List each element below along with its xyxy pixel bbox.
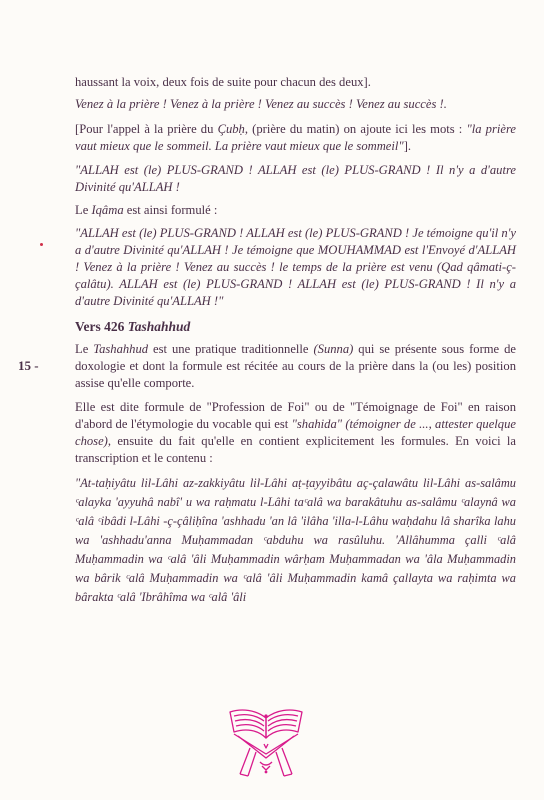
paragraph-iqama-intro: Le Iqâma est ainsi formulé : bbox=[75, 203, 218, 217]
paragraph-continuation: haussant la voix, deux fois de suite pour chacun des deux]. bbox=[75, 75, 371, 89]
section-number: 15 - bbox=[18, 358, 39, 373]
paragraph-takbir: "ALLAH est (le) PLUS-GRAND ! ALLAH est (le) PLUS-GRAND ! Il n'y a d'autre Divinité qu'ALLAH ! bbox=[75, 163, 516, 194]
paragraph-transliteration: "At-taḥiyâtu lil-Lâhi az-zakkiyâtu lil-Lâhi aṭ-ṭayyibâtu aç-çalawâtu lil-Lâhi as-salâmu ᶜalayka 'ayyuhâ nabî' u wa raḥmatu l-Lâhi taᶜalâ wa barakâtuhu as-salâmu ᶜalaynâ wa ᶜalâ ᶜibâdi l-Lâhi -ç-çâliḥîna 'ashhadu 'an lâ 'ilâha 'illa-l-Lâhu waḥdahu lâ sharîka lahu wa 'ashhadu'anna Muḥammadan ᶜabduhu wa rasûluhu. 'Allâhumma çalli ᶜalâ Muḥammadin wa ᶜalâ 'âli Muḥammadin wârḥam Muḥammadan wa 'âla Muḥammadin wa bârik ᶜalâ Muḥammadin wa ᶜalâ 'âli Muḥammadin kamâ çallayta wa raḥimta wa bârakta ᶜalâ 'Ibrâhîma wa ᶜalâ 'âli bbox=[75, 476, 516, 604]
paragraph-profession-de-foi: Elle est dite formule de "Profession de Foi" ou de "Témoignage de Foi" en raison d'abord de l'étymologie du vocable qui est "shahida" (témoigner de ..., attester quelque chose), ensuite du fait qu'elle en contient explicitement les formules. En voici la transcription et le contenu : bbox=[75, 400, 516, 465]
margin-mark bbox=[40, 243, 43, 246]
paragraph-subh-note: [Pour l'appel à la prière du Çubḥ, (prière du matin) on ajoute ici les mots : "la prière vaut mieux que le sommeil. La prière vaut mieux que le sommeil"]. bbox=[75, 122, 516, 153]
quran-on-stand-icon bbox=[220, 688, 312, 780]
paragraph-tashahhud-definition: Le Tashahhud est une pratique traditionnelle (Sunna) qui se présente sous forme de doxologie et dont la formule est récitée au cours de la prière dans la (ou les) position assise qu'elle comporte. bbox=[75, 342, 516, 390]
paragraph-call-to-prayer: Venez à la prière ! Venez à la prière ! Venez au succès ! Venez au succès !. bbox=[75, 97, 447, 111]
section-heading: Vers 426 Tashahhud bbox=[75, 319, 191, 334]
text-column bbox=[75, 74, 516, 607]
paragraph-iqama: "ALLAH est (le) PLUS-GRAND ! ALLAH est (le) PLUS-GRAND ! Je témoigne qu'il n'y a d'autre Divinité qu'ALLAH ! Je témoigne que MOUHAMMAD est l'Envoyé d'ALLAH ! Venez à la prière ! Venez au succès ! le temps de la prière est venu (Qad qâmati-ç-çalâtu). ALLAH est (le) PLUS-GRAND ! ALLAH est (le) PLUS-GRAND ! Il n'y a d'autre Divinité qu'ALLAH !" bbox=[75, 226, 517, 308]
